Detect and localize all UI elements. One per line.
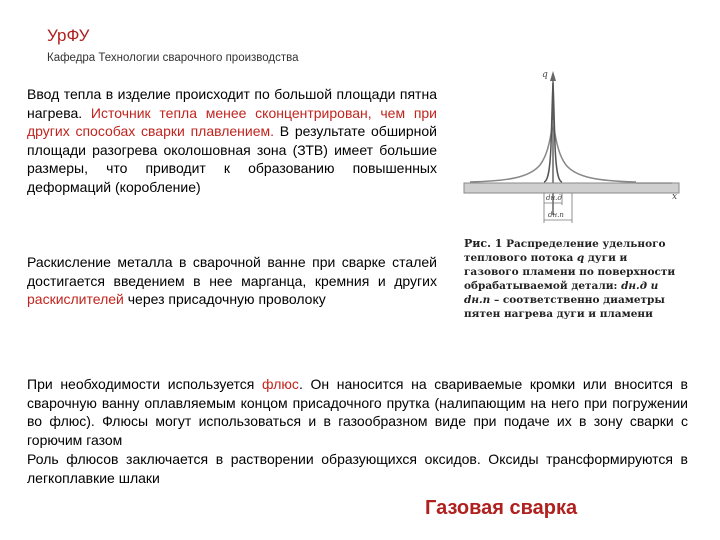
paragraph-text: При необходимости используется [27, 376, 263, 392]
dim-flame-label: dн.п [548, 211, 564, 219]
highlighted-text: флюс [262, 376, 299, 392]
figure-caption [464, 237, 684, 321]
caption-text: Распределение удельного теплового потока [464, 238, 666, 264]
paragraph-text: Ввод тепла в изделие происходит по большой площади пятна нагрева. [27, 86, 437, 121]
highlighted-text: раскислителей [27, 291, 124, 307]
highlighted-text: Источник тепла менее сконцентрирован, чем при других способах сварки плавлением. [27, 104, 438, 139]
axis-x-label: x [672, 192, 678, 202]
paragraph-deoxidation [27, 253, 437, 309]
caption-em: q [576, 252, 585, 264]
department-title: Кафедра Технологии сварочного производства [47, 52, 299, 64]
paragraph-flux-role: Роль флюсов заключается в растворении образующихся оксидов. Оксиды трансформируются в легкоплавкие шлаки [27, 451, 688, 486]
paragraph-heat-input [27, 85, 437, 196]
paragraph-text: Раскисление металла в сварочной ванне при сварке сталей достигается введением в нее марганца, кремния и других [27, 254, 437, 289]
caption-text: дуги и газового пламени по поверхности обрабатываемой детали: [464, 252, 676, 292]
dim-arc-label: dн.д [546, 194, 562, 202]
paragraph-text: В результате обширной площади разогрева околошовная зона (ЗТВ) имеет большие размеры, что приводит к образованию повышенных деформаций (коробление) [27, 123, 437, 195]
axis-q-label: q [542, 70, 548, 80]
caption-vars: dн.д и dн.п [464, 280, 659, 306]
heat-distribution-figure [460, 65, 685, 235]
caption-label: Рис. 1 [464, 237, 503, 250]
caption-text: – соответственно диаметры пятен нагрева дуги и пламени [464, 294, 665, 320]
section-title: Газовая сварка [425, 497, 578, 519]
paragraph-text: . Он наносится на свариваемые кромки или вносится в сварочную ванну оплавляемым концом присадочного прутка (налипающим на него при погружении во флюс). Флюсы могут использоваться и в газообразном виде при подаче их в зону сварки с горючим газом [27, 376, 688, 448]
logo-text: УрФУ [47, 26, 90, 45]
paragraph-flux [27, 375, 688, 449]
paragraph-text: через присадочную проволоку [123, 291, 326, 307]
